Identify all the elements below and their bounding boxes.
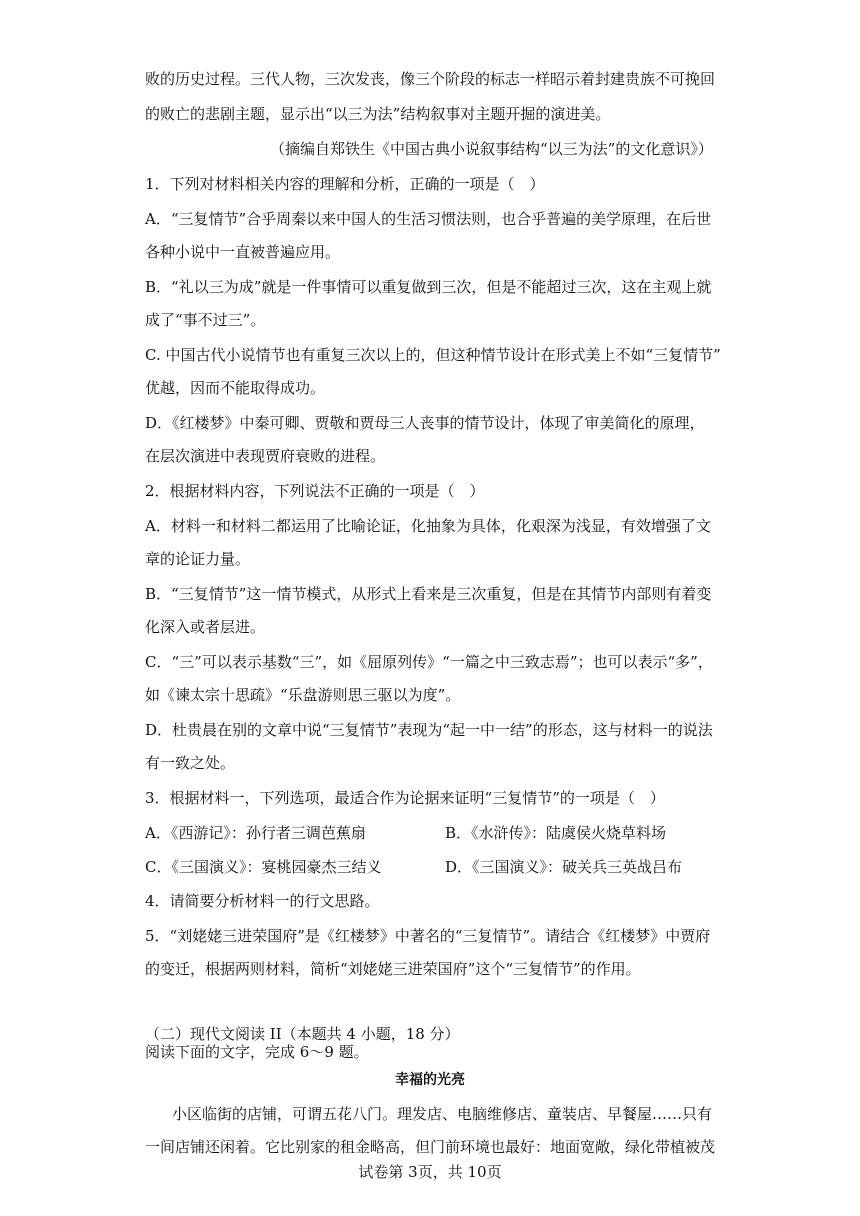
question-2-stem: 2．根据材料内容，下列说法不正确的一项是（ ） (145, 482, 485, 500)
q2-option-b: B．“三复情节”这一情节模式，从形式上看来是三次重复，但是在其情节内部则有着变 (145, 585, 712, 603)
q1-option-c: C. 中国古代小说情节也有重复三次以上的，但这种情节设计在形式美上不如“三复情节” (145, 346, 721, 364)
q2-option-c-cont: 如《谏太宗十思疏》“乐盘游则思三驱以为度”。 (145, 686, 461, 704)
q1-option-d-cont: 在层次演进中表现贾府衰败的进程。 (145, 447, 386, 465)
passage-line: 败的历史过程。三代人物，三次发丧，像三个阶段的标志一样昭示着封建贵族不可挽回 (145, 70, 716, 88)
question-5: 5．“刘姥姥三进荣国府”是《红楼梦》中著名的“三复情节”。请结合《红楼梦》中贾府 (145, 927, 711, 945)
q3-option-d: D．《三国演义》：破关兵三英战吕布 (445, 858, 683, 876)
source-citation: （摘编自郑铁生《中国古典小说叙事结构“以三为法”的文化意识》） (270, 140, 713, 158)
section-instructions: 阅读下面的文字，完成 6～9 题。 (145, 1043, 369, 1061)
q1-option-b-cont: 成了“事不过三”。 (145, 311, 266, 329)
passage-line: 的败亡的悲剧主题，显示出“以三为法”结构叙事对主题开掘的演进美。 (145, 105, 611, 123)
question-5-cont: 的变迁，根据两则材料，简析“刘姥姥三进荣国府”这个“三复情节”的作用。 (145, 960, 641, 978)
q1-option-a-cont: 各种小说中一直被普遍应用。 (145, 243, 341, 261)
q2-option-d: D．杜贵晨在别的文章中说“三复情节”表现为“起一中一结”的形态，这与材料一的说法 (145, 721, 713, 739)
story-paragraph: 小区临街的店铺，可谓五花八门。理发店、电脑维修店、童装店、早餐屋……只有 (172, 1105, 713, 1123)
question-3-stem: 3．根据材料一，下列选项，最适合作为论据来证明“三复情节”的一项是（ ） (145, 789, 665, 807)
q2-option-a-cont: 章的论证力量。 (145, 550, 251, 568)
story-title: 幸福的光亮 (395, 1072, 465, 1088)
page-footer: 试卷第 3页，共 10页 (358, 1163, 502, 1181)
q1-option-a: A．“三复情节”合乎周秦以来中国人的生活习惯法则，也合乎普遍的美学原理，在后世 (145, 210, 712, 228)
q1-option-d: D．《红楼梦》中秦可卿、贾敬和贾母三人丧事的情节设计，体现了审美简化的原理， (145, 414, 705, 432)
q1-option-c-cont: 优越，因而不能取得成功。 (145, 379, 326, 397)
question-4: 4．请简要分析材料一的行文思路。 (145, 892, 380, 910)
question-1-stem: 1．下列对材料相关内容的理解和分析，正确的一项是（ ） (145, 175, 545, 193)
q2-option-a: A．材料一和材料二都运用了比喻论证，化抽象为具体，化艰深为浅显，有效增强了文 (145, 517, 711, 535)
q2-option-c: C．“三”可以表示基数“三”，如《屈原列传》“一篇之中三致志焉”；也可以表示“多”， (145, 653, 713, 671)
story-paragraph-cont: 一间店铺还闲着。它比别家的租金略高，但门前环境也最好：地面宽敞，绿化带植被茂 (145, 1138, 716, 1156)
q2-option-b-cont: 化深入或者层进。 (145, 618, 266, 636)
q3-option-c: C．《三国演义》：宴桃园豪杰三结义 (145, 858, 382, 876)
q3-option-b: B．《水浒传》：陆虞侯火烧草料场 (445, 824, 667, 842)
section-header: （二）现代文阅读 II（本题共 4 小题，18 分） (145, 1025, 460, 1043)
q1-option-b: B．“礼以三为成”就是一件事情可以重复做到三次，但是不能超过三次，这在主观上就 (145, 278, 712, 296)
q2-option-d-cont: 有一致之处。 (145, 754, 236, 772)
q3-option-a: A．《西游记》：孙行者三调芭蕉扇 (145, 824, 366, 842)
